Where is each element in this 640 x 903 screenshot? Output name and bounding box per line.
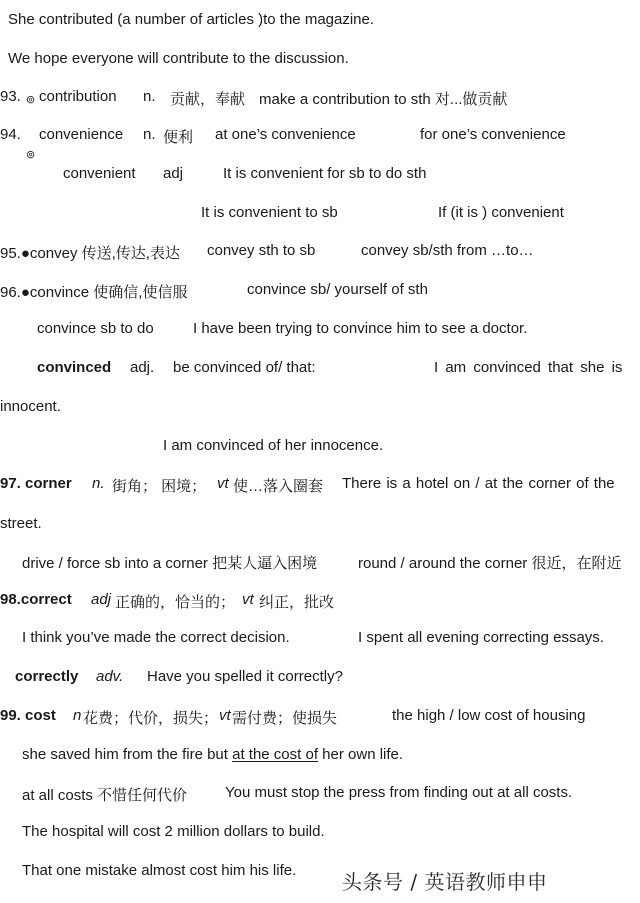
watermark-text: 头条号 / 英语教师申申 [342, 870, 548, 894]
part-of-speech: n. [92, 475, 105, 492]
headword: 98.correct [0, 591, 72, 608]
entry-heading: 95.●convey 传送,传达,表达 [0, 245, 180, 262]
phrase: convey sth to sb [207, 242, 316, 259]
headword: 99. cost [0, 707, 56, 724]
example-sentence: She contributed (a number of articles )to the magazine. [8, 11, 375, 28]
meaning: 花费；代价，损失； [83, 710, 219, 727]
part-of-speech: n [73, 707, 82, 724]
headword: 97. corner [0, 475, 72, 492]
example-sentence: We hope everyone will contribute to the discussion. [8, 50, 349, 67]
part-of-speech: n. [143, 88, 156, 105]
example-sentence [22, 745, 403, 765]
example-sentence: I am convinced of her innocence. [163, 437, 384, 454]
meaning: 街角； 困境； [112, 478, 207, 495]
underlined-phrase: at the cost of [232, 746, 318, 763]
sentence-part: she saved him from the fire but [22, 746, 233, 763]
headword: contribution [39, 88, 117, 105]
phrase: It is convenient to sb [201, 204, 338, 221]
phrase: drive / force sb into a corner 把某人逼入困境 [22, 555, 318, 572]
phrase: at all costs 不惜任何代价 [22, 787, 188, 804]
phrase: for one’s convenience [420, 126, 566, 143]
example-sentence: There is a hotel on / at the corner of the [342, 475, 615, 492]
part-of-speech: vt [217, 475, 229, 492]
phrase: be convinced of/ that: [173, 359, 316, 376]
example-sentence: I have been trying to convince him to see a doctor. [193, 320, 528, 337]
ring-bullet-icon: ⊚ [26, 149, 36, 161]
meaning: 便利 [163, 129, 194, 146]
phrase: convey sb/sth from …to… [361, 242, 534, 259]
meaning: 使…落入圈套 [233, 478, 324, 495]
entry-number: 93. [0, 88, 21, 105]
example-sentence: I am convinced that she is [434, 359, 623, 376]
sentence-part: her own life. [318, 746, 404, 763]
phrase: make a contribution to sth 对...做贡献 [259, 91, 508, 108]
example-sentence: That one mistake almost cost him his life. [22, 862, 297, 879]
phrase: round / around the corner 很近，在附近 [358, 555, 622, 572]
example-sentence: Have you spelled it correctly? [147, 668, 343, 685]
headword: convinced [37, 359, 112, 376]
example-sentence-continued: street. [0, 515, 42, 532]
example-sentence: I think you’ve made the correct decision. [22, 629, 290, 646]
headword: convenient [63, 165, 136, 182]
phrase: It is convenient for sb to do sth [223, 165, 427, 182]
headword: correctly [15, 668, 79, 685]
example-sentence: The hospital will cost 2 million dollars to build. [22, 823, 325, 840]
part-of-speech: adj. [130, 359, 155, 376]
part-of-speech: vt [242, 591, 254, 608]
phrase: convince sb to do [37, 320, 154, 337]
meaning: 需付费；使损失 [232, 710, 338, 727]
example-sentence: I spent all evening correcting essays. [358, 629, 604, 646]
part-of-speech: adj [163, 165, 184, 182]
meaning: 纠正，批改 [259, 594, 335, 611]
part-of-speech: adj [91, 591, 112, 608]
phrase: convince sb/ yourself of sth [247, 281, 428, 298]
phrase: the high / low cost of housing [392, 707, 586, 724]
meaning: 贡献，奉献 [170, 91, 246, 108]
ring-bullet-icon: ⊚ [26, 94, 36, 106]
phrase: at one’s convenience [215, 126, 356, 143]
example-sentence: You must stop the press from finding out at all costs. [225, 784, 573, 801]
part-of-speech: n. [143, 126, 156, 143]
part-of-speech: adv. [96, 668, 124, 685]
part-of-speech: vt [219, 707, 231, 724]
entry-heading: 96.●convince 使确信,使信服 [0, 284, 188, 301]
example-sentence-continued: innocent. [0, 398, 61, 415]
meaning: 正确的，恰当的； [115, 594, 236, 611]
headword: convenience [39, 126, 124, 143]
entry-number: 94. [0, 126, 21, 143]
phrase: If (it is ) convenient [438, 204, 564, 221]
